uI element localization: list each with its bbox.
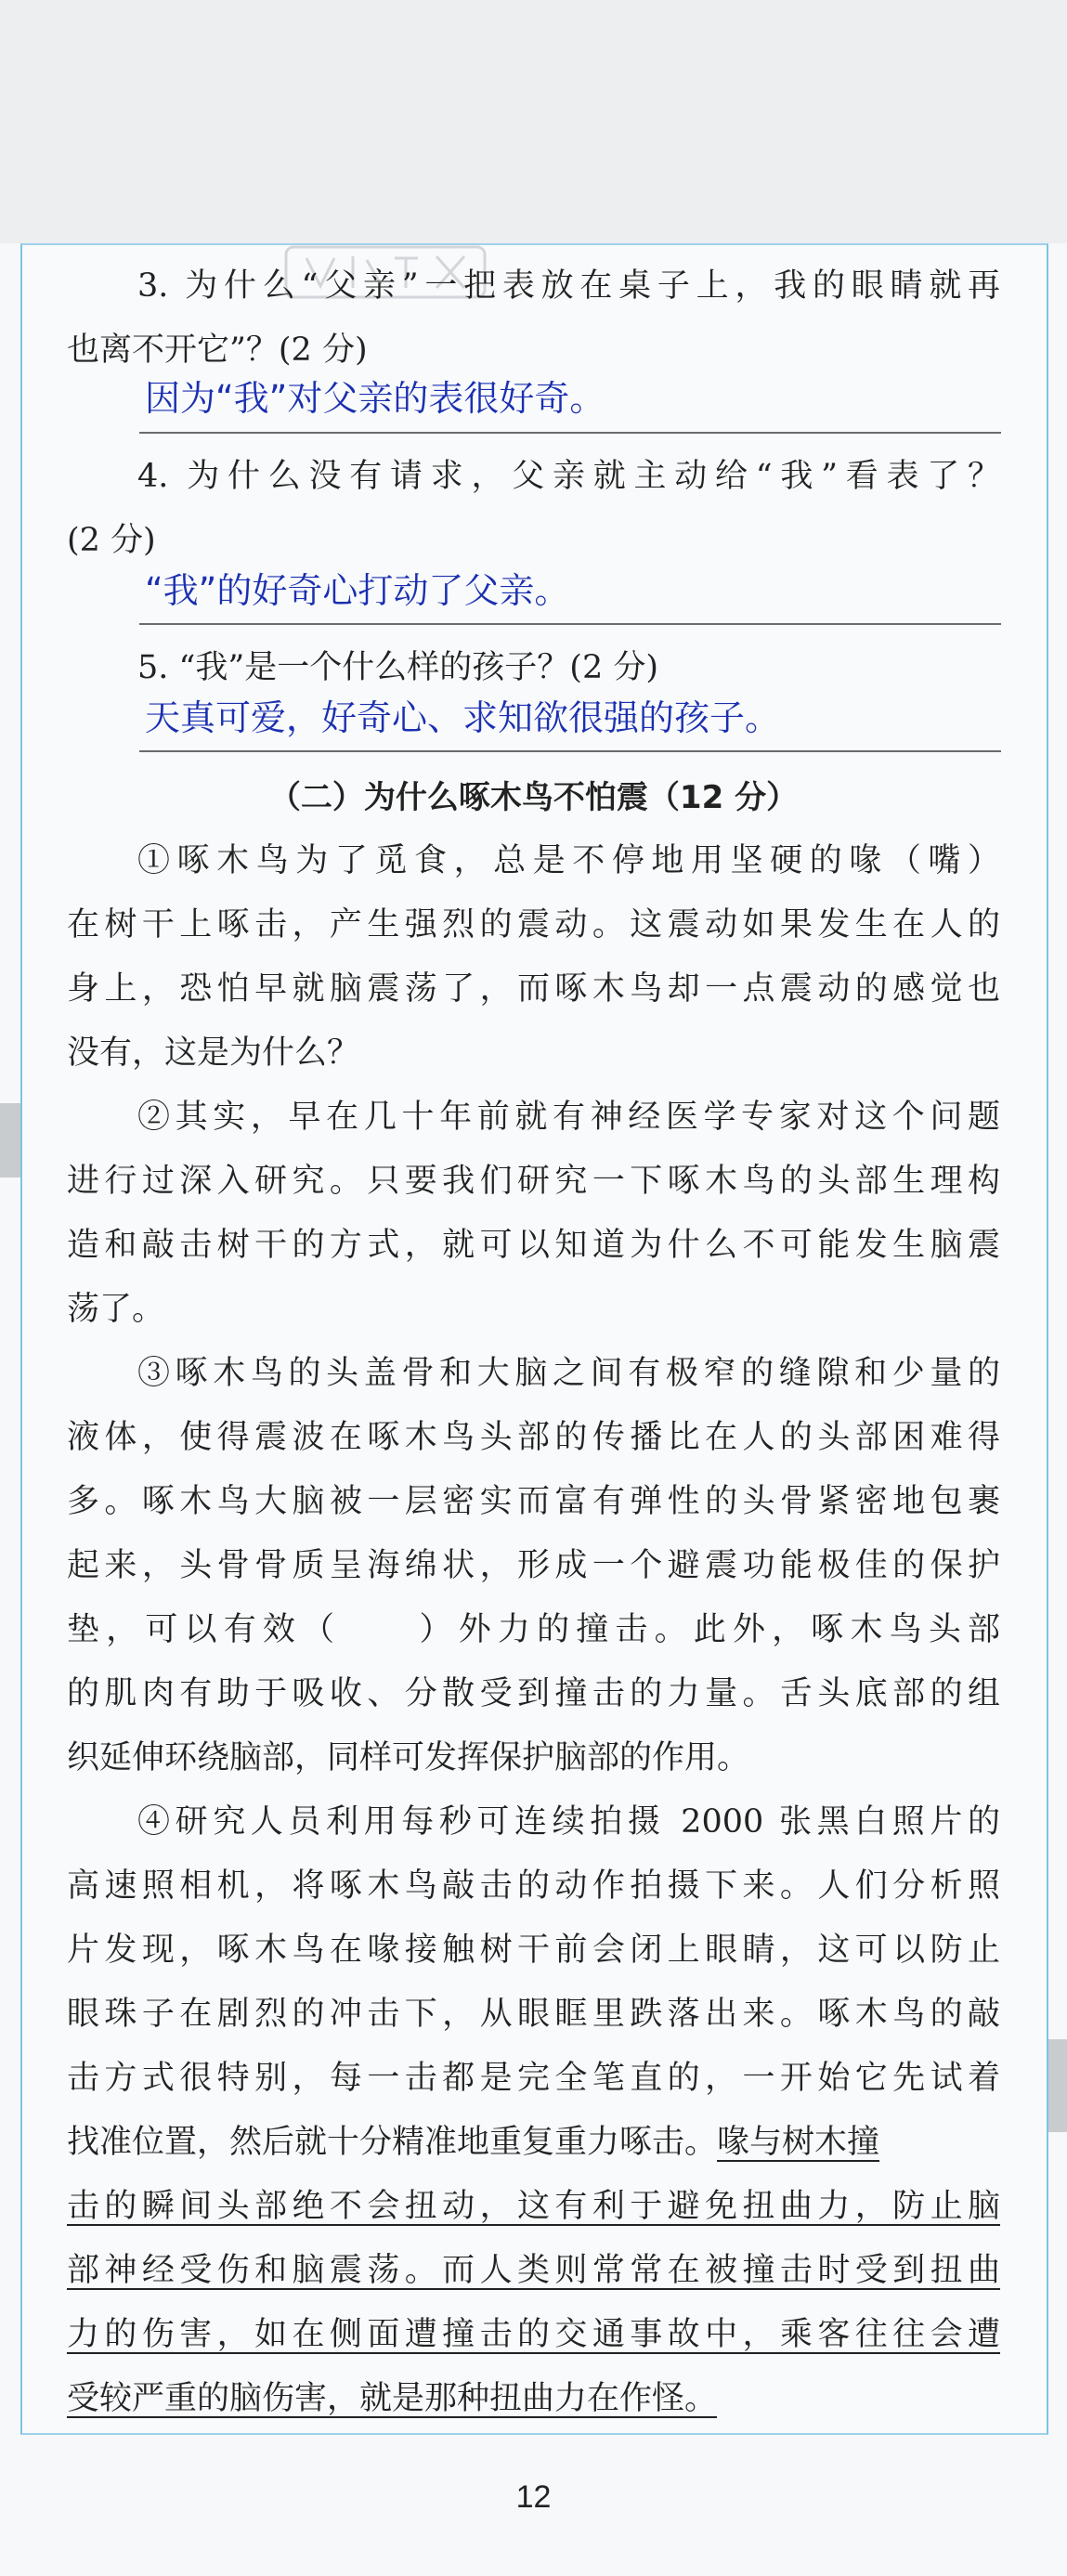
passage-line: ④研究人员利用每秒可连续拍摄 2000 张黑白照片的 — [137, 1803, 1000, 1841]
passage-line: 织延伸环绕脑部，同样可发挥保护脑部的作用。 — [67, 1739, 750, 1776]
passage-line: 造和敲击树干的方式，就可以知道为什么不可能发生脑震 — [67, 1227, 1000, 1264]
underlined-sentence: 受较严重的脑伤害，就是那种扭曲力在作怪。 — [67, 2380, 718, 2417]
passage-line: 荡了。 — [67, 1291, 165, 1328]
passage-line: 眼珠子在剧烈的冲击下，从眼眶里跌落出来。啄木鸟的敲 — [67, 1996, 1000, 2033]
underlined-sentence: 击的瞬间头部绝不会扭动，这有利于避免扭曲力，防止脑 — [67, 2188, 1000, 2225]
passage-line-with-blank: 垫，可以有效（ ）外力的撞击。此外，啄木鸟头部 — [67, 1611, 1000, 1648]
passage-line — [67, 2122, 1000, 2163]
question-4-line-1: 4. 为什么没有请求，父亲就主动给“我”看表了？ — [137, 458, 1000, 495]
passage-line: 没有，这是为什么？ — [67, 1034, 360, 1072]
answer-line — [139, 623, 1001, 625]
page-number: 12 — [515, 2479, 552, 2515]
underlined-sentence: 喙与树木撞 — [717, 2124, 880, 2161]
right-edge-tab — [1048, 2039, 1067, 2132]
question-5-line-1: 5. “我”是一个什么样的孩子？(2 分) — [137, 649, 659, 686]
passage-line: 的肌肉有助于吸收、分散受到撞击的力量。舌头底部的组 — [67, 1675, 1000, 1712]
passage-line: 击方式很特别，每一击都是完全笔直的，一开始它先试着 — [67, 2060, 1000, 2097]
answer-line — [139, 750, 1001, 752]
passage-line: 多。啄木鸟大脑被一层密实而富有弹性的头骨紧密地包裹 — [67, 1483, 1000, 1520]
passage-line: 在树干上啄击，产生强烈的震动。这震动如果发生在人的 — [67, 906, 1000, 943]
question-3-line-1: 3. 为什么“父亲”一把表放在桌子上，我的眼睛就再 — [137, 267, 1000, 305]
page-top-margin — [0, 0, 1067, 243]
underlined-sentence: 部神经受伤和脑震荡。而人类则常常在被撞击时受到扭曲 — [67, 2252, 1000, 2289]
passage-line: ②其实，早在几十年前就有神经医学专家对这个问题 — [137, 1099, 1000, 1136]
question-5-answer: 天真可爱，好奇心、求知欲很强的孩子。 — [145, 697, 781, 738]
passage-line: 身上，恐怕早就脑震荡了，而啄木鸟却一点震动的感觉也 — [67, 970, 1000, 1008]
answer-line — [139, 432, 1001, 434]
passage-line: 片发现，啄木鸟在喙接触树干前会闭上眼睛，这可以防止 — [67, 1932, 1000, 1969]
passage-line: 高速照相机，将啄木鸟敲击的动作拍摄下来。人们分析照 — [67, 1867, 1000, 1905]
passage-line: 进行过深入研究。只要我们研究一下啄木鸟的头部生理构 — [67, 1163, 1000, 1200]
passage-text: 找准位置，然后就十分精准地重复重力啄击。 — [67, 2124, 718, 2161]
question-3-line-2: 也离不开它”？(2 分) — [67, 332, 368, 369]
question-4-answer: “我”的好奇心打动了父亲。 — [145, 570, 570, 611]
underlined-sentence: 力的伤害，如在侧面遭撞击的交通事故中，乘客往往会遭 — [67, 2316, 1000, 2353]
question-4-line-2: (2 分) — [67, 522, 156, 559]
section-title: （二）为什么啄木鸟不怕震（12 分） — [268, 779, 799, 816]
question-3-answer: 因为“我”对父亲的表很好奇。 — [145, 378, 605, 419]
left-edge-tab — [0, 1103, 20, 1177]
passage-line: ③啄木鸟的头盖骨和大脑之间有极窄的缝隙和少量的 — [137, 1355, 1000, 1392]
passage-line: 起来，头骨骨质呈海绵状，形成一个避震功能极佳的保护 — [67, 1547, 1000, 1584]
passage-line: ①啄木鸟为了觅食，总是不停地用坚硬的喙（嘴） — [137, 842, 1000, 879]
passage-line: 液体，使得震波在啄木鸟头部的传播比在人的头部困难得 — [67, 1419, 1000, 1456]
